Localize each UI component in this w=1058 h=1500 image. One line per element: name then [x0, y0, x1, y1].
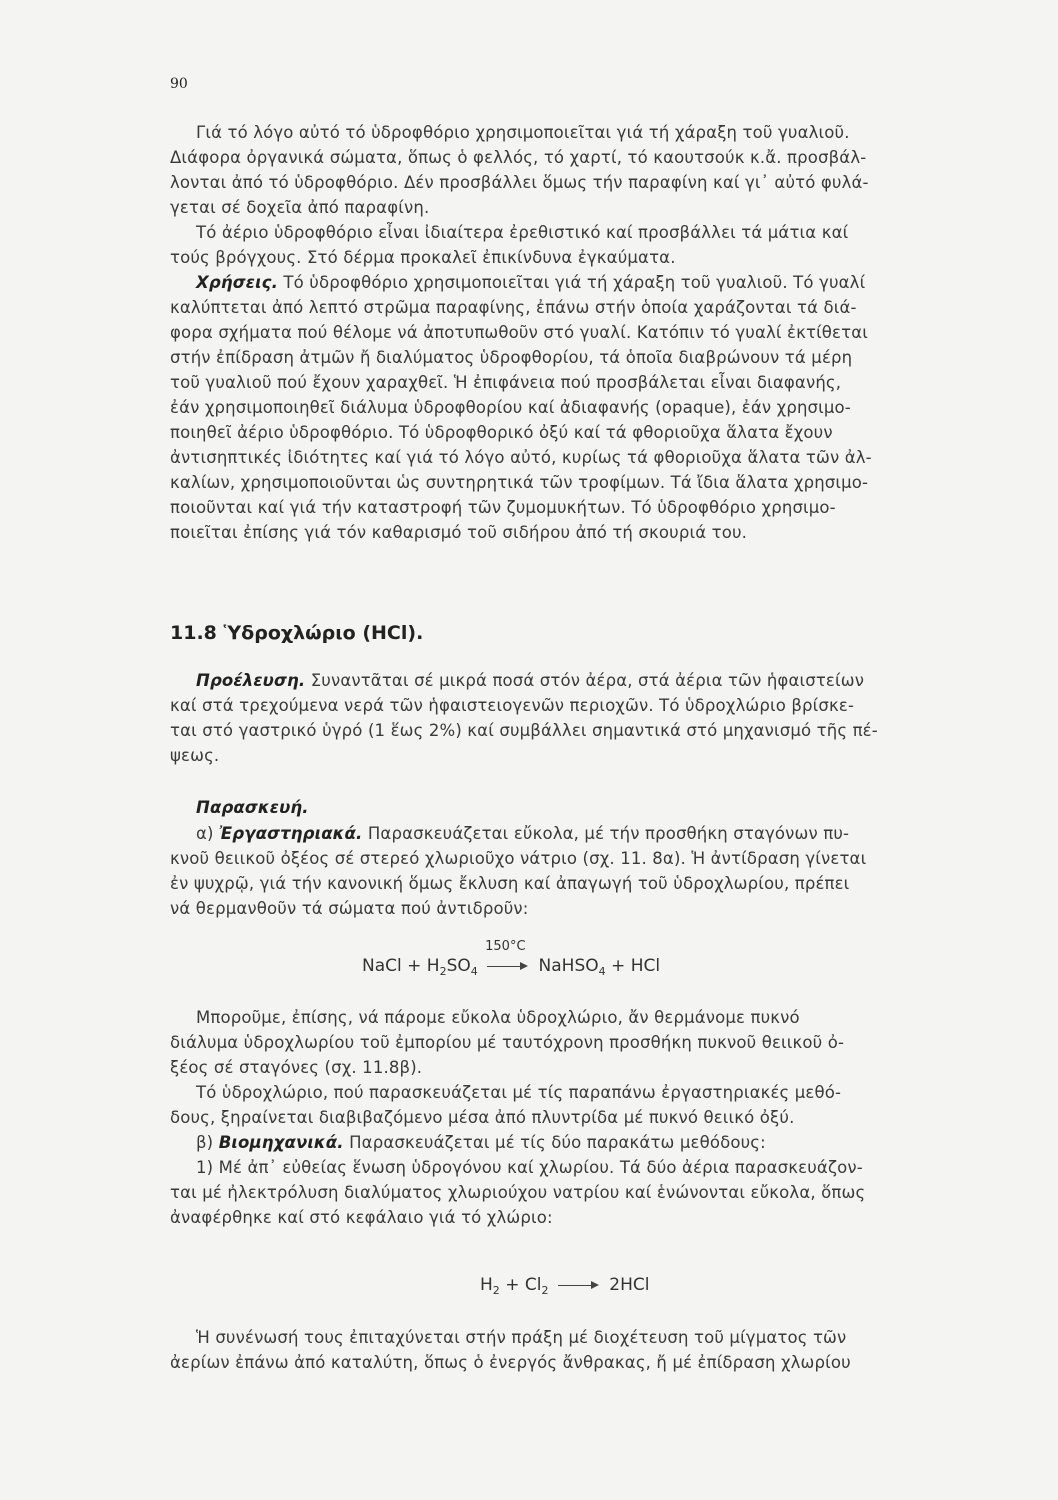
eq2-lhs-b: + Cl — [499, 1275, 542, 1295]
text-line: λονται ἀπό τό ὑδροφθόριο. Δέν προσβάλλει ὅμως τήν παραφίνη καί γι᾽ αὐτό φυλά- — [170, 173, 869, 192]
text-line: καλύπτεται ἀπό λεπτό στρῶμα παραφίνης, ἐπάνω στήν ὁποία χαράζονται τά διά- — [170, 298, 857, 317]
eq1-rhs-sub: 4 — [598, 965, 606, 978]
origin-first-line — [196, 668, 1010, 693]
ind-label: Βιομηχανικά. — [218, 1133, 344, 1152]
eq1-sub2: 4 — [470, 965, 478, 978]
page-number: 90 — [170, 76, 188, 92]
text-line: ται μέ ἠλεκτρόλυση διαλύματος χλωριούχου νατρίου καί ἑνώνονται εὔκολα, ὅπως — [170, 1183, 866, 1202]
hf-paragraph — [170, 120, 1010, 545]
origin-text: Συναντᾶται σέ μικρά ποσά στόν ἀέρα, στά ἀέρια τῶν ἡφαιστείων — [310, 671, 865, 690]
text-line: ἀντισηπτικές ἰδιότητες καί γιά τό λόγο αὐτό, κυρίως τά φθοριοῦχα ἅλατα τῶν ἀλ- — [170, 448, 872, 467]
text-line: Γιά τό λόγο αὐτό τό ὑδροφθόριο χρησιμοποιεῖται γιά τή χάραξη τοῦ γυαλιοῦ. — [196, 123, 850, 142]
text-line: ψεως. — [170, 746, 220, 765]
reaction-arrow — [558, 1275, 600, 1295]
lab-text: Παρασκευάζεται εὔκολα, μέ τήν προσθήκη σταγόνων πυ- — [367, 824, 850, 843]
eq2-sub1: 2 — [492, 1284, 500, 1297]
uses-text: Τό ὑδροφθόριο χρησιμοποιεῖται γιά τή χάραξη τοῦ γυαλιοῦ. Τό γυαλί — [283, 273, 866, 292]
text-line: τούς βρόγχους. Στό δέρμα προκαλεῖ ἐπικίνδυνα ἐγκαύματα. — [170, 248, 676, 267]
text-line: καλίων, χρησιμοποιοῦνται ὡς συντηρητικά τῶν τροφίμων. Τά ἴδια ἅλατα χρησιμο- — [170, 473, 869, 492]
text-line: ἀερίων ἐπάνω ἀπό καταλύτη, ὅπως ὁ ἐνεργός ἄνθρακας, ἤ μέ ἐπίδραση χλωρίου — [170, 1353, 851, 1372]
prep-label: Παρασκευή. — [196, 798, 309, 817]
text-line: Διάφορα ὀργανικά σώματα, ὅπως ὁ φελλός, τό χαρτί, τό καουτσούκ κ.ἄ. προσβάλ- — [170, 148, 867, 167]
uses-first-line — [196, 270, 1010, 295]
ind-text: Παρασκευάζεται μέ τίς δύο παρακάτω μεθόδους: — [349, 1133, 766, 1152]
origin-paragraph — [170, 668, 1010, 768]
eq1-lhs-b: SO — [446, 956, 471, 976]
text-line: ἐάν χρησιμοποιηθεῖ διάλυμα ὑδροφθορίου καί ἀδιαφανής (opaque), ἐάν χρησιμο- — [170, 398, 851, 417]
text-line: ποιηθεῖ ἀέριο ὑδροφθόριο. Τό ὑδροφθορικό ὀξύ καί τά φθοριοῦχα ἅλατα ἔχουν — [170, 423, 833, 442]
eq2-rhs: 2HCl — [609, 1275, 650, 1295]
text-line: ποιοῦνται καί γιά τήν καταστροφή τῶν ζυμομυκήτων. Τό ὑδροφθόριο χρησιμο- — [170, 498, 836, 517]
section-heading: 11.8 Ὑδροχλώριο (HCl). — [170, 622, 424, 644]
equation-nacl-h2so4 — [362, 939, 661, 978]
text-line: τοῦ γυαλιοῦ πού ἔχουν χαραχθεῖ. Ἡ ἐπιφάνεια πού προσβάλεται εἶναι διαφανής, — [170, 373, 842, 392]
lab-first-line — [196, 821, 1010, 846]
ind-prefix: β) — [196, 1133, 214, 1152]
eq1-sub1: 2 — [439, 965, 447, 978]
prep-label-line — [196, 795, 1010, 820]
text-line: γεται σέ δοχεῖα ἀπό παραφίνη. — [170, 198, 430, 217]
text-line: ἐν ψυχρῷ, γιά τήν κανονική ὅμως ἔκλυση καί ἀπαγωγή τοῦ ὑδροχλωρίου, πρέπει — [170, 874, 850, 893]
text-line: ται στό γαστρικό ὑγρό (1 ἕως 2%) καί συμβάλλει σημαντικά στό μηχανισμό τῆς πέ- — [170, 721, 878, 740]
eq2-lhs-a: H — [480, 1275, 493, 1295]
eq1-rhs-a: NaHSO — [538, 956, 599, 976]
lab-prefix: α) — [196, 824, 214, 843]
text-line: ξέος σέ σταγόνες (σχ. 11.8β). — [170, 1058, 423, 1077]
prep-lab-paragraph — [170, 795, 1010, 921]
text-line: κνοῦ θειικοῦ ὀξέος σέ στερεό χλωριοῦχο νάτριο (σχ. 11. 8α). Ἡ ἀντίδραση γίνεται — [170, 849, 867, 868]
reaction-arrow — [485, 939, 529, 976]
text-line: ποιεῖται ἐπίσης γιά τόν καθαρισμό τοῦ σιδήρου ἀπό τή σκουριά του. — [170, 523, 748, 542]
text-line: Μποροῦμε, ἐπίσης, νά πάρομε εὔκολα ὑδροχλώριο, ἄν θερμάνομε πυκνό — [196, 1008, 800, 1027]
text-line: Τό ἀέριο ὑδροφθόριο εἶναι ἰδιαίτερα ἐρεθιστικό καί προσβάλλει τά μάτια καί — [196, 223, 849, 242]
industrial-first-line — [196, 1130, 1010, 1155]
text-line: διάλυμα ὑδροχλωρίου τοῦ ἐμπορίου μέ ταυτόχρονη προσθήκη πυκνοῦ θειικοῦ ὀ- — [170, 1033, 845, 1052]
text-line: 1) Μέ ἀπ᾽ εὐθείας ἕνωση ὑδρογόνου καί χλωρίου. Τά δύο ἀέρια παρασκευάζον- — [196, 1158, 863, 1177]
text-line: νά θερμανθοῦν τά σώματα πού ἀντιδροῦν: — [170, 899, 529, 918]
lab-label: Ἐργαστηριακά. — [219, 824, 363, 843]
origin-label: Προέλευση. — [196, 671, 306, 690]
text-line: δους, ξηραίνεται διαβιβαζόμενο μέσα ἀπό πλυντρίδα μέ πυκνό θειικό ὀξύ. — [170, 1108, 795, 1127]
text-line: στήν ἐπίδραση ἀτμῶν ἤ διαλύματος ὑδροφθορίου, τά ὁποῖα διαβρώνουν τά μέρη — [170, 348, 853, 367]
text-line: καί στά τρεχούμενα νερά τῶν ἡφαιστειογενῶν περιοχῶν. Τό ὑδροχλώριο βρίσκε- — [170, 696, 855, 715]
final-paragraph — [170, 1325, 1010, 1375]
text-line: ἀναφέρθηκε καί στό κεφάλαιο γιά τό χλώριο: — [170, 1208, 553, 1227]
eq1-rhs-b: + HCl — [605, 956, 661, 976]
uses-label: Χρήσεις. — [196, 273, 278, 292]
text-line: Ἡ συνένωσή τους ἐπιταχύνεται στήν πράξη μέ διοχέτευση τοῦ μίγματος τῶν — [196, 1328, 847, 1347]
equation-h2-cl2 — [480, 1275, 649, 1297]
text-line: Τό ὑδροχλώριο, πού παρασκευάζεται μέ τίς παραπάνω ἐργαστηριακές μεθό- — [196, 1083, 842, 1102]
eq2-sub2: 2 — [541, 1284, 549, 1297]
eq1-lhs-a: NaCl + H — [362, 956, 440, 976]
after-eq-paragraph — [170, 1005, 1010, 1230]
text-line: φορα σχήματα πού θέλομε νά ἀποτυπωθοῦν στό γυαλί. Κατόπιν τό γυαλί ἐκτίθεται — [170, 323, 868, 342]
reaction-condition: 150°C — [485, 939, 526, 954]
